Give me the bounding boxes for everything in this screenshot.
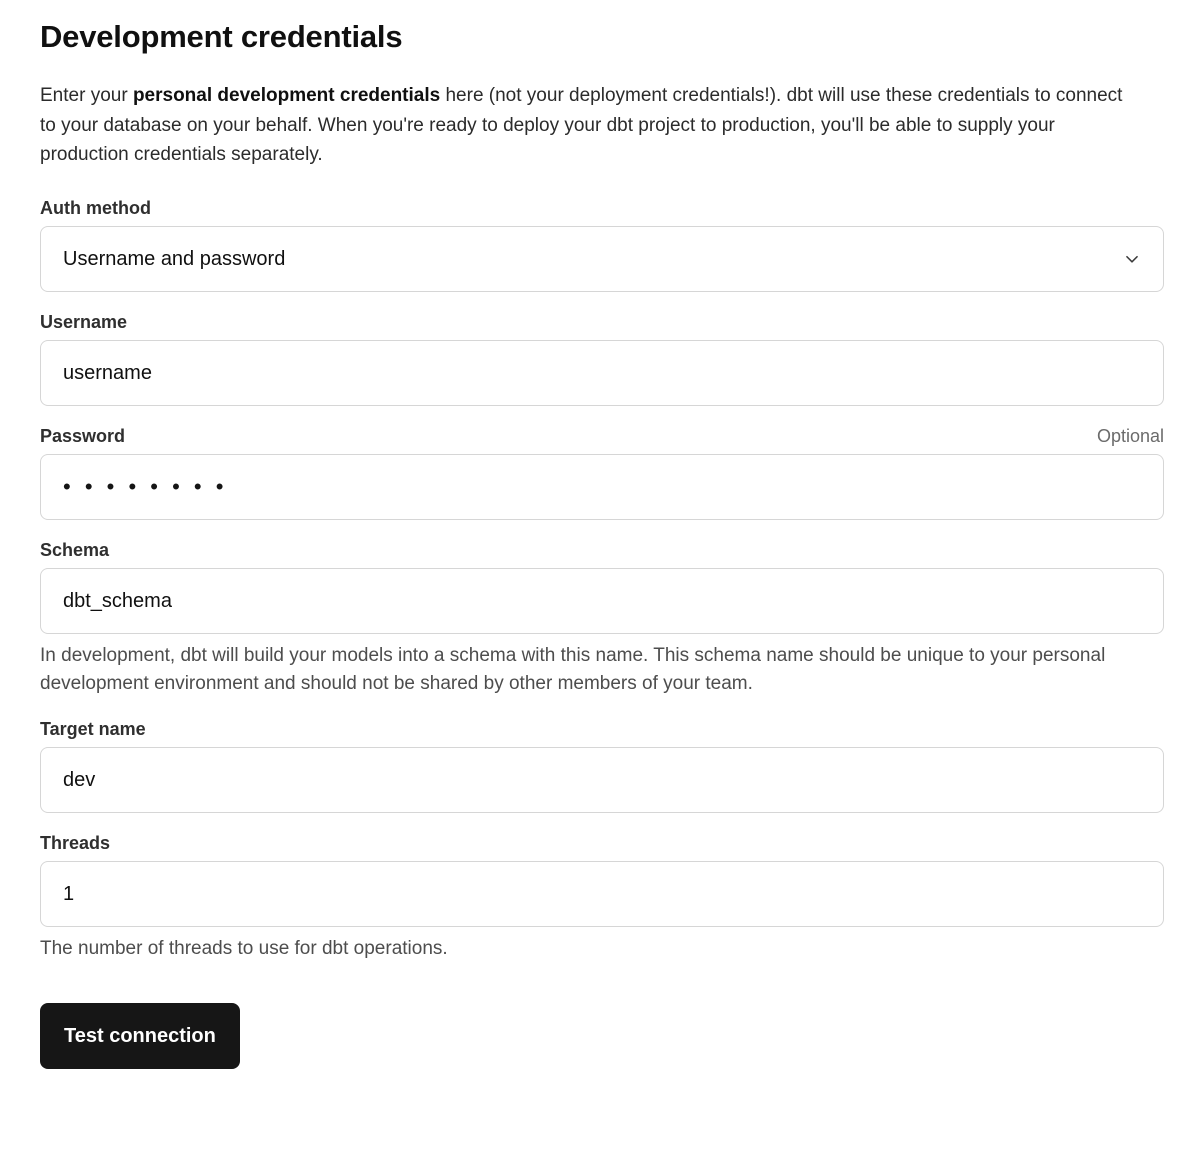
username-value: username — [63, 361, 152, 384]
threads-label: Threads — [40, 832, 111, 853]
threads-value: 1 — [63, 882, 75, 905]
field-password — [40, 426, 1164, 520]
intro-paragraph — [40, 81, 1140, 169]
field-auth-method — [40, 198, 1164, 292]
intro-text-part1: Enter your — [40, 85, 133, 107]
schema-help-text: In development, dbt will build your models into a schema with this name. This schema name should be unique to your personal development environment and should not be shared by other members of your team. — [40, 644, 1106, 694]
username-input[interactable] — [40, 340, 1164, 406]
schema-label: Schema — [40, 539, 110, 560]
field-target-name — [40, 719, 1164, 813]
threads-help-text: The number of threads to use for dbt operations. — [40, 937, 448, 959]
threads-label-row — [40, 833, 1164, 854]
threads-input[interactable] — [40, 861, 1164, 927]
auth-method-select[interactable] — [40, 226, 1164, 292]
field-threads — [40, 833, 1164, 964]
schema-input[interactable] — [40, 568, 1164, 634]
chevron-down-icon — [1123, 250, 1141, 268]
username-label-row — [40, 312, 1164, 333]
password-optional-badge: Optional — [1096, 425, 1164, 446]
password-label: Password — [40, 425, 126, 446]
password-masked-value: • • • • • • • • — [63, 473, 228, 499]
test-connection-button[interactable]: Test connection — [40, 1003, 240, 1069]
username-label: Username — [40, 311, 128, 332]
auth-method-value: Username and password — [63, 247, 286, 270]
field-username — [40, 312, 1164, 406]
schema-value: dbt_schema — [63, 589, 172, 612]
intro-text-part2: here (not your deployment credentials!). dbt will use these credentials to connect to your database on your behalf. When you're ready to deploy your dbt project to production, you'll be able to supply your production credentials separately. — [40, 85, 1123, 166]
auth-method-label: Auth method — [40, 197, 151, 218]
password-input[interactable] — [40, 454, 1164, 520]
password-label-row — [40, 426, 1164, 447]
target-name-input[interactable] — [40, 747, 1164, 813]
schema-label-row — [40, 540, 1164, 561]
target-name-value: dev — [63, 768, 96, 791]
field-schema — [40, 540, 1164, 699]
target-name-label-row — [40, 719, 1164, 740]
auth-method-label-row — [40, 198, 1164, 219]
intro-text-bold: personal development credentials — [132, 85, 441, 107]
target-name-label: Target name — [40, 718, 146, 739]
page-title: Development credentials — [40, 19, 403, 54]
